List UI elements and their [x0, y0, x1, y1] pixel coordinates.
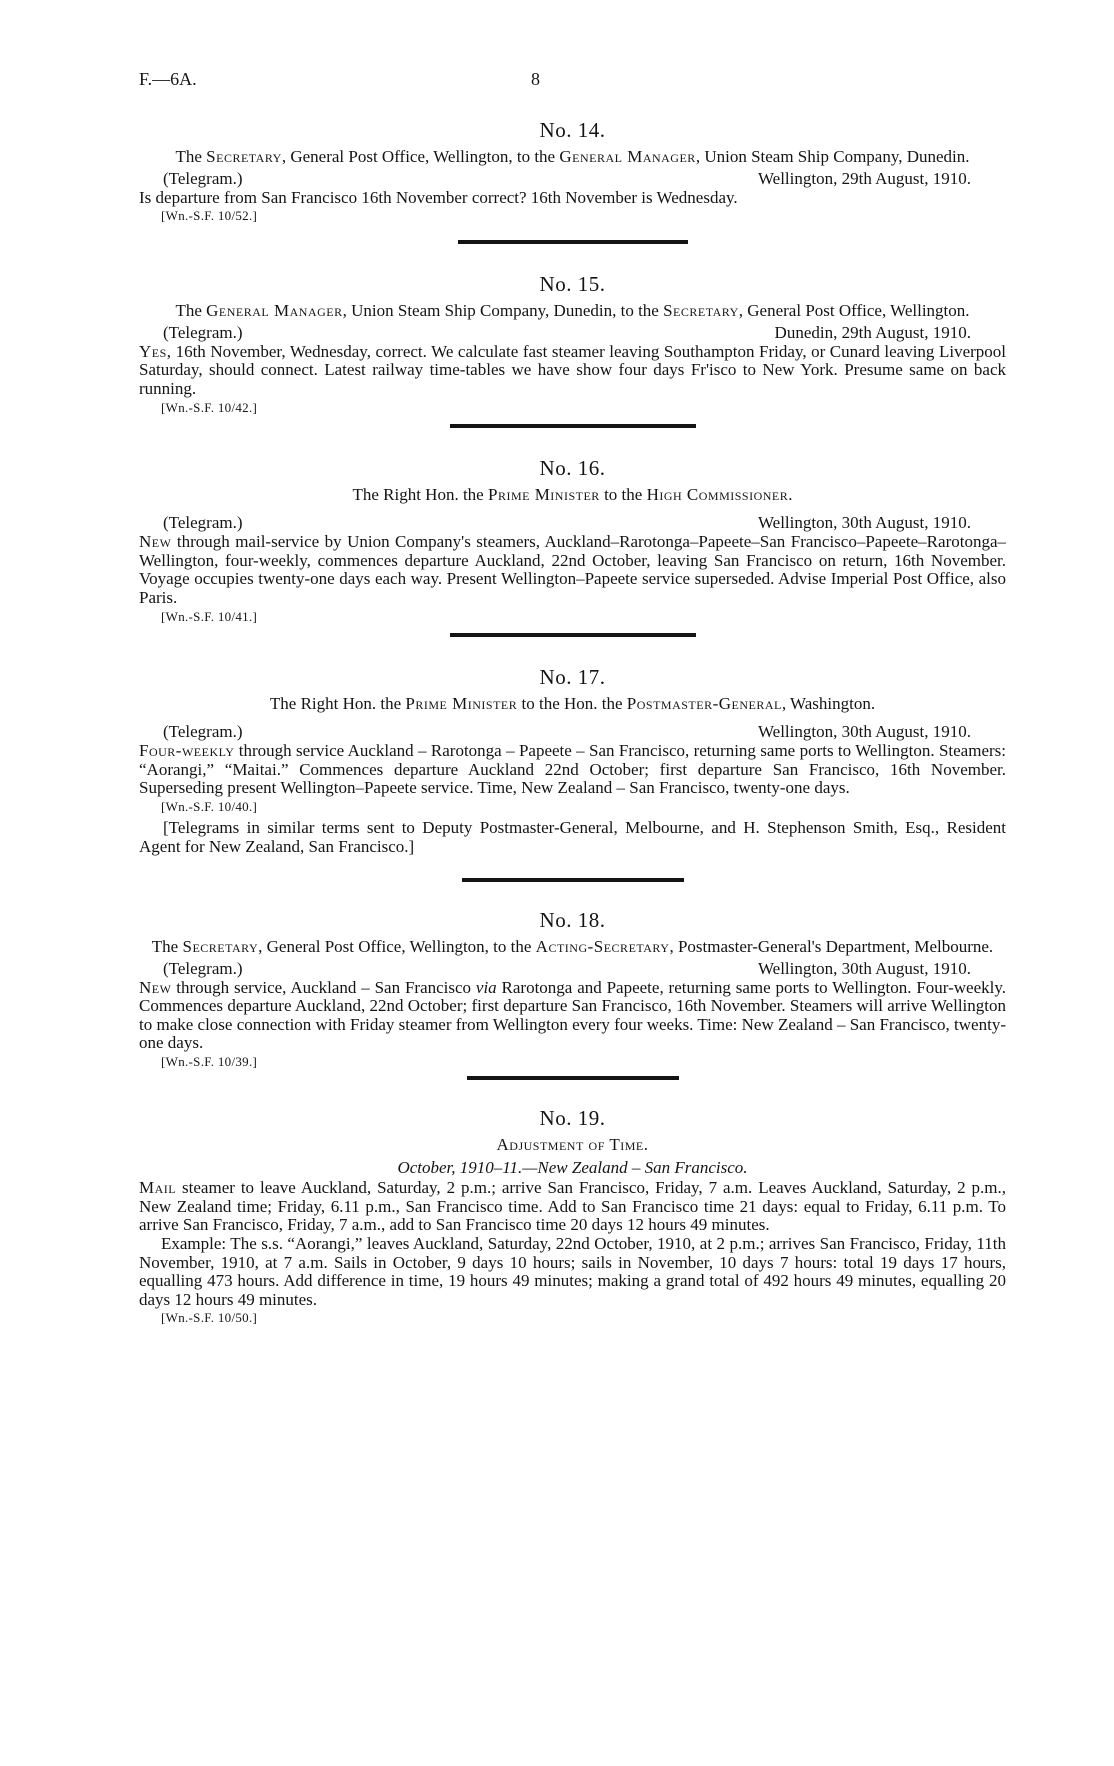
address-line: The Secretary, General Post Office, Wellington, to the General Manager, Union Steam Ship Company, Dunedin.: [175, 147, 970, 166]
sender-title: Prime Minister: [487, 484, 600, 504]
address-line: The General Manager, Union Steam Ship Company, Dunedin, to the Secretary, General Post Office, Wellington.: [175, 301, 970, 321]
section-divider: [458, 240, 688, 244]
telegram-meta: [139, 324, 1006, 343]
paragraph: Mail steamer to leave Auckland, Saturday, 2 p.m.; arrive San Francisco, Friday, 7 a.m. Leaves Auckland, Saturday, 2 p.m., New Zealand time; Friday, 6.11 p.m., San Francisco time. Add to San Francisco time 21 days: equal to Friday, 6.11 p.m. To arrive San Francisco, Friday, 7 a.m., add to San Francisco time 20 days 12 hours 49 minutes.: [139, 1178, 1006, 1235]
section-divider: [462, 878, 684, 882]
message-number: No. 14.: [539, 118, 606, 142]
message-body: New through mail-service by Union Company's steamers, Auckland–Rarotonga–Papeete–San Francisco–Papeete–Rarotonga–Wellington, four-weekly, commences departure Auckland, 22nd October, leaving San Francisco on return, 16th November. Voyage occupies twenty-one days each way. Present Wellington–Papeete service superseded. Advise Imperial Post Office, also Paris.: [139, 532, 1006, 607]
message-19: [139, 1106, 1006, 1326]
message-type: (Telegram.): [163, 513, 243, 533]
message-16: [139, 456, 1006, 625]
file-reference: [Wn.-S.F. 10/39.]: [161, 1054, 258, 1070]
file-reference: [Wn.-S.F. 10/41.]: [161, 608, 258, 624]
sender-title: Secretary: [182, 937, 259, 957]
dateline: Wellington, 29th August, 1910.: [757, 168, 971, 188]
message-number: No. 18.: [539, 908, 606, 933]
page-number: 8: [531, 69, 540, 89]
document-body: [139, 118, 1006, 1326]
recipient-title: Secretary: [663, 301, 739, 321]
address-line: The Right Hon. the Prime Minister to the High Commissioner.: [352, 484, 793, 504]
message-body: Yes, 16th November, Wednesday, correct. We calculate fast steamer leaving Southampton Friday, or Cunard leaving Liverpool Saturday, should connect. Latest railway time-tables we have show four days Fr'isco to New York. Presume same on back running.: [139, 341, 1006, 398]
sender-title: Secretary: [206, 147, 282, 166]
editorial-note: [Telegrams in similar terms sent to Deputy Postmaster-General, Melbourne, and H. Stephenson Smith, Esq., Resident Agent for New Zealand, San Francisco.]: [139, 817, 1006, 856]
recipient-title: General Manager: [559, 147, 696, 166]
sender-title: General Manager: [206, 301, 343, 321]
section-divider: [467, 1076, 679, 1080]
address-line: The Right Hon. the Prime Minister to the Hon. the Postmaster-General, Washington.: [269, 693, 876, 713]
message-number: No. 15.: [539, 272, 606, 297]
section-subheading: October, 1910–11.—New Zealand – San Francisco.: [397, 1157, 748, 1177]
telegram-meta: [139, 723, 1006, 742]
lead-word: New: [139, 977, 172, 997]
file-reference: [Wn.-S.F. 10/40.]: [161, 798, 258, 814]
paragraph-example: Example: The s.s. “Aorangi,” leaves Auckland, Saturday, 22nd October, 1910, at 2 p.m.; arrives San Francisco, Friday, 11th November, 1910, at 7 a.m. Sails in October, 9 days 10 hours; sails in November, 10 days 7 hours: total 19 days 17 hours, equalling 473 hours. Add difference in time, 19 hours 49 minutes; making a grand total of 492 hours 49 minutes, equalling 20 days 12 hours 49 minutes.: [139, 1234, 1006, 1309]
dateline: Dunedin, 29th August, 1910.: [774, 322, 971, 342]
lead-word: Four-weekly: [139, 741, 235, 761]
address-line: The Secretary, General Post Office, Wellington, to the Acting-Secretary, Postmaster-General's Department, Melbourne.: [151, 937, 994, 957]
message-number: No. 16.: [539, 455, 606, 480]
message-body: Is departure from San Francisco 16th November correct? 16th November is Wednesday.: [139, 187, 738, 207]
section-divider: [450, 424, 696, 428]
lead-word: Yes: [139, 341, 167, 361]
message-type: (Telegram.): [163, 322, 243, 342]
message-type: (Telegram.): [163, 722, 243, 742]
message-number: No. 19.: [539, 1106, 606, 1131]
file-reference: [Wn.-S.F. 10/50.]: [161, 1310, 258, 1326]
telegram-meta: [139, 170, 1006, 189]
message-18: [139, 908, 1006, 1070]
message-17: [139, 665, 1006, 857]
message-type: (Telegram.): [163, 168, 243, 188]
dateline: Wellington, 30th August, 1910.: [757, 958, 971, 978]
recipient-title: High Commissioner: [646, 484, 789, 504]
message-type: (Telegram.): [163, 958, 243, 978]
dateline: Wellington, 30th August, 1910.: [757, 513, 971, 533]
section-heading: Adjustment of Time.: [496, 1135, 649, 1155]
telegram-meta: [139, 960, 1006, 979]
message-14: [139, 118, 1006, 224]
file-reference: [Wn.-S.F. 10/42.]: [161, 399, 258, 415]
sender-title: Prime Minister: [405, 693, 518, 713]
message-number: No. 17.: [539, 664, 606, 689]
file-reference: [Wn.-S.F. 10/52.]: [161, 208, 258, 224]
lead-word: New: [139, 532, 172, 552]
recipient-title: Acting-Secretary: [535, 937, 670, 957]
message-body: Four-weekly through service Auckland – Rarotonga – Papeete – San Francisco, returning same ports to Wellington. Steamers: “Aorangi,” “Maitai.” Commences departure Auckland 22nd October; first departure San Francisco, 16th November. Superseding present Wellington–Papeete service. Time, New Zealand – San Francisco, twenty-one days.: [139, 741, 1006, 798]
telegram-meta: [139, 514, 1006, 533]
message-15: [139, 272, 1006, 415]
paper-code: F.—6A.: [139, 69, 197, 89]
lead-word: Mail: [139, 1178, 177, 1198]
message-body: New through service, Auckland – San Francisco via Rarotonga and Papeete, returning same ports to Wellington. Four-weekly. Commences departure Auckland, 22nd October; first departure San Francisco, 16th November. Steamers will arrive Wellington to make close connection with Friday steamer from Wellington every four weeks. Time: New Zealand – San Francisco, twenty-one days.: [139, 977, 1006, 1053]
recipient-title: Postmaster-General: [626, 693, 782, 713]
section-divider: [450, 633, 696, 637]
dateline: Wellington, 30th August, 1910.: [757, 722, 971, 742]
